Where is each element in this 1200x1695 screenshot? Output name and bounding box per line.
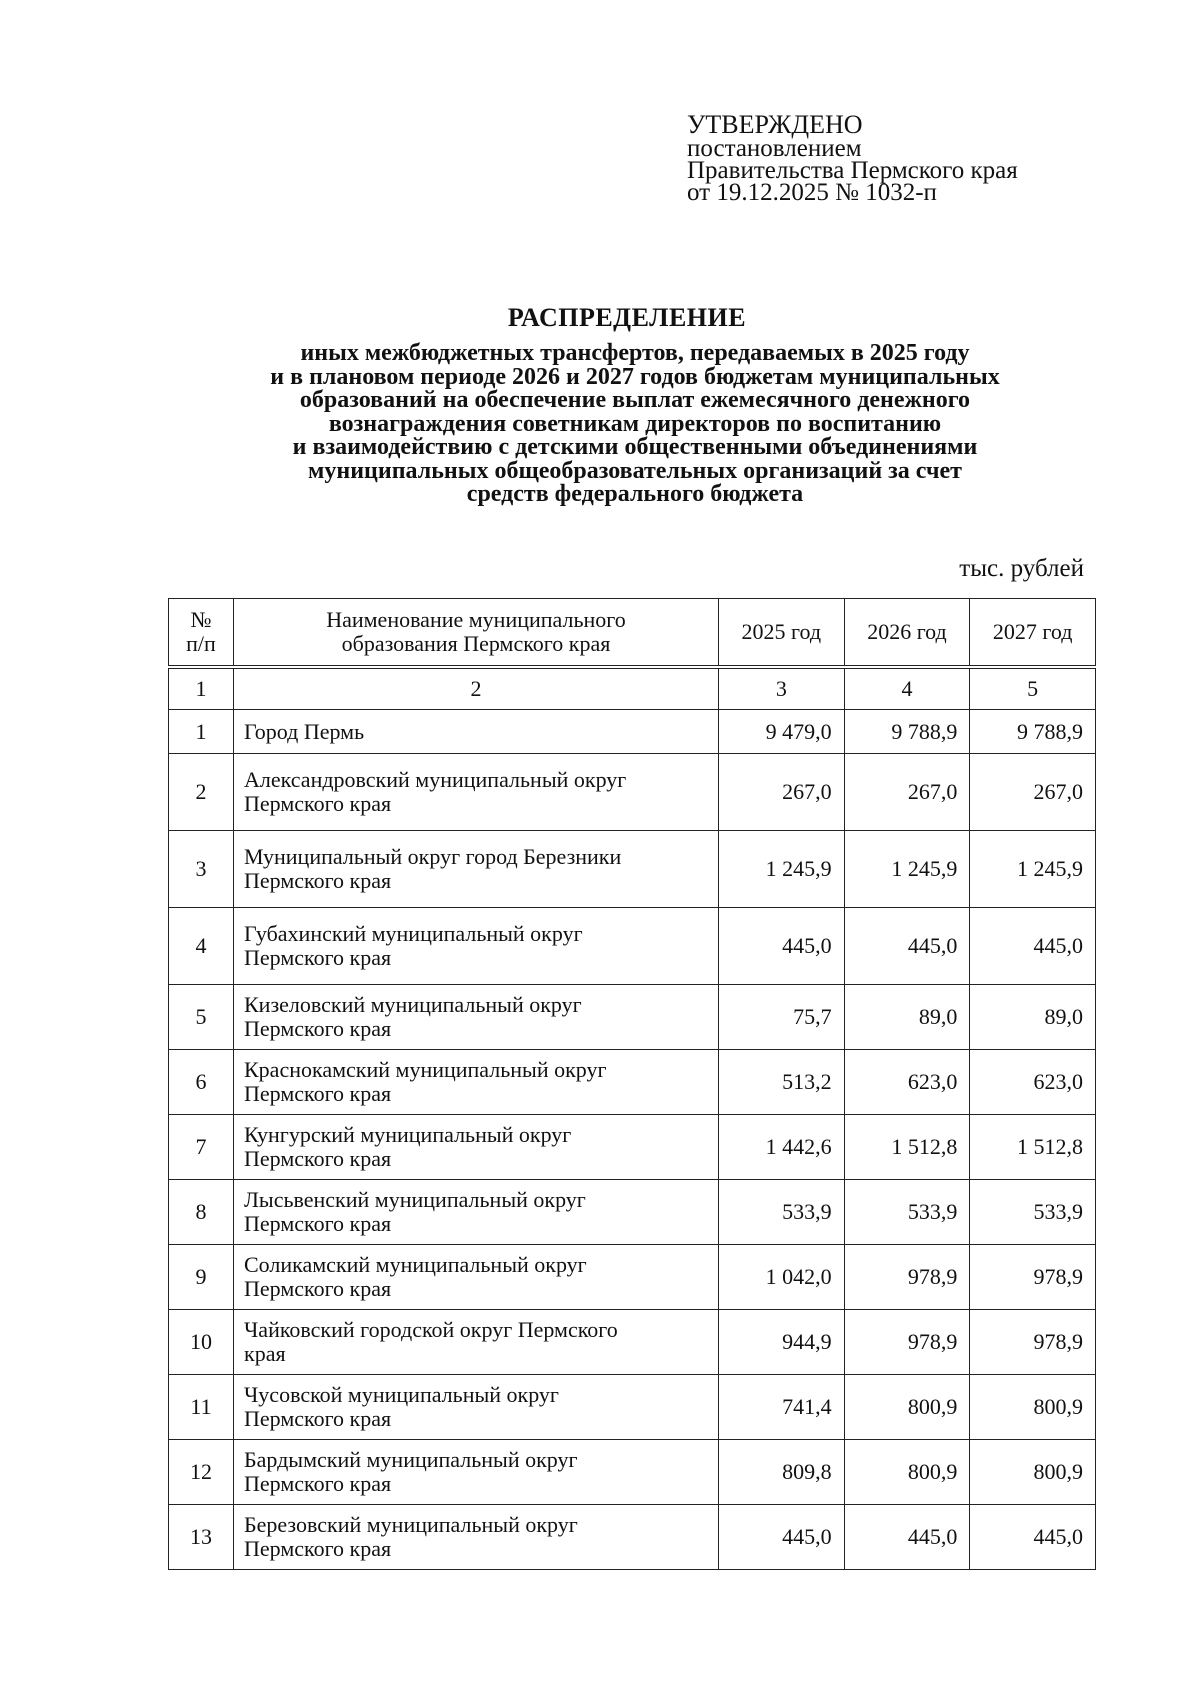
value-2026: 267,0: [844, 754, 970, 831]
subtitle-line: муниципальных общеобразовательных организаций за счет: [308, 457, 962, 484]
table-row: [169, 985, 1096, 1050]
name-line: Березовский муниципальный округ: [244, 1512, 578, 1537]
value-2027: 445,0: [970, 1505, 1096, 1570]
subtitle-line: средств федерального бюджета: [466, 481, 804, 507]
value-2025: 1 442,6: [719, 1115, 845, 1180]
row-number: 5: [169, 985, 234, 1050]
name-line: Пермского края: [244, 1211, 392, 1236]
approval-stamp: [687, 112, 1018, 204]
value-2026: 533,9: [844, 1180, 970, 1245]
municipality-name: [234, 1375, 719, 1440]
header-name-line: Наименование муниципального: [326, 607, 626, 632]
subtitle-line: и в плановом периоде 2026 и 2027 годов бюджетам муниципальных: [270, 363, 1000, 390]
name-line: Губахинский муниципальный округ: [244, 921, 583, 946]
name-line: Чайковский городской округ Пермского: [244, 1317, 618, 1342]
column-index-row: [169, 667, 1096, 710]
value-2025: 75,7: [719, 985, 845, 1050]
municipality-name: [234, 831, 719, 908]
row-number: 1: [169, 710, 234, 754]
column-index: 4: [844, 667, 970, 710]
approval-line-2: Правительства Пермского края: [687, 157, 1018, 184]
approval-line-1: постановлением: [687, 135, 862, 162]
name-line: Лысьвенский муниципальный округ: [244, 1187, 586, 1212]
table-header-row: [169, 599, 1096, 668]
value-2027: 1 512,8: [970, 1115, 1096, 1180]
name-line: Пермского края: [244, 1276, 392, 1301]
row-number: 8: [169, 1180, 234, 1245]
name-line: Пермского края: [244, 1471, 392, 1496]
row-number: 12: [169, 1440, 234, 1505]
subtitle-line: вознаграждения советникам директоров по воспитанию: [328, 410, 942, 437]
value-2027: 978,9: [970, 1245, 1096, 1310]
table-row: [169, 754, 1096, 831]
value-2025: 267,0: [719, 754, 845, 831]
value-2026: 978,9: [844, 1310, 970, 1375]
table-row: [169, 1245, 1096, 1310]
value-2027: 267,0: [970, 754, 1096, 831]
value-2025: 809,8: [719, 1440, 845, 1505]
name-line: Пермского края: [244, 1016, 392, 1041]
value-2026: 89,0: [844, 985, 970, 1050]
name-line: Краснокамский муниципальный округ: [244, 1057, 607, 1082]
value-2025: 513,2: [719, 1050, 845, 1115]
table-row: [169, 1375, 1096, 1440]
name-line: Пермского края: [244, 1406, 392, 1431]
table-row: [169, 1440, 1096, 1505]
municipality-name: [234, 1050, 719, 1115]
column-index: 3: [719, 667, 845, 710]
row-number: 7: [169, 1115, 234, 1180]
value-2027: 445,0: [970, 908, 1096, 985]
header-name-line: образования Пермского края: [341, 631, 611, 656]
value-2027: 800,9: [970, 1440, 1096, 1505]
document-title: РАСПРЕДЕЛЕНИЕ: [507, 303, 747, 332]
municipality-name: [234, 1505, 719, 1570]
value-2025: 1 245,9: [719, 831, 845, 908]
approval-line-3: от 19.12.2025 № 1032-п: [687, 179, 937, 206]
name-line: Пермского края: [244, 791, 392, 816]
header-2025: 2025 год: [719, 599, 845, 668]
table-row: [169, 1050, 1096, 1115]
value-2026: 978,9: [844, 1245, 970, 1310]
column-index: 2: [234, 667, 719, 710]
value-2026: 1 245,9: [844, 831, 970, 908]
value-2026: 623,0: [844, 1050, 970, 1115]
table-row: [169, 908, 1096, 985]
table-row: [169, 1180, 1096, 1245]
value-2025: 1 042,0: [719, 1245, 845, 1310]
value-2025: 445,0: [719, 1505, 845, 1570]
value-2026: 445,0: [844, 908, 970, 985]
row-number: 10: [169, 1310, 234, 1375]
column-index: 5: [970, 667, 1096, 710]
value-2027: 800,9: [970, 1375, 1096, 1440]
table-row: [169, 1310, 1096, 1375]
value-2025: 445,0: [719, 908, 845, 985]
row-number: 13: [169, 1505, 234, 1570]
value-2026: 800,9: [844, 1375, 970, 1440]
name-line: Пермского края: [244, 945, 392, 970]
name-line: края: [244, 1341, 286, 1366]
header-number-line: п/п: [186, 631, 216, 656]
municipality-name: [234, 1310, 719, 1375]
name-line: Кизеловский муниципальный округ: [244, 992, 582, 1017]
units-label: тыс. рублей: [959, 555, 1084, 582]
municipality-name: [234, 710, 719, 754]
name-line: Бардымский муниципальный округ: [244, 1447, 578, 1472]
value-2026: 1 512,8: [844, 1115, 970, 1180]
name-line: Пермского края: [244, 1081, 392, 1106]
value-2026: 800,9: [844, 1440, 970, 1505]
row-number: 6: [169, 1050, 234, 1115]
municipality-name: [234, 985, 719, 1050]
name-line: Кунгурский муниципальный округ: [244, 1122, 572, 1147]
municipality-name: [234, 1180, 719, 1245]
value-2026: 9 788,9: [844, 710, 970, 754]
table-row: [169, 831, 1096, 908]
value-2027: 1 245,9: [970, 831, 1096, 908]
value-2025: 944,9: [719, 1310, 845, 1375]
name-line: Город Пермь: [244, 718, 365, 744]
header-2026: 2026 год: [844, 599, 970, 668]
table-row: [169, 1115, 1096, 1180]
header-name: [234, 599, 719, 668]
value-2027: 978,9: [970, 1310, 1096, 1375]
name-line: Пермского края: [244, 1536, 392, 1561]
value-2025: 533,9: [719, 1180, 845, 1245]
value-2027: 9 788,9: [970, 710, 1096, 754]
value-2027: 533,9: [970, 1180, 1096, 1245]
name-line: Пермского края: [244, 868, 392, 893]
name-line: Александровский муниципальный округ: [244, 767, 627, 792]
value-2026: 445,0: [844, 1505, 970, 1570]
name-line: Пермского края: [244, 1146, 392, 1171]
distribution-table: [168, 598, 1096, 1570]
name-line: Муниципальный округ город Березники: [244, 844, 622, 869]
row-number: 4: [169, 908, 234, 985]
municipality-name: [234, 908, 719, 985]
value-2025: 741,4: [719, 1375, 845, 1440]
name-line: Соликамский муниципальный округ: [244, 1252, 587, 1277]
document-subtitle: [190, 342, 1080, 507]
name-line: Чусовской муниципальный округ: [244, 1382, 559, 1407]
table-row: [169, 710, 1096, 754]
table-row: [169, 1505, 1096, 1570]
column-index: 1: [169, 667, 234, 710]
municipality-name: [234, 1115, 719, 1180]
row-number: 9: [169, 1245, 234, 1310]
header-number: [169, 599, 234, 668]
subtitle-line: образований на обеспечение выплат ежемесячного денежного: [299, 387, 971, 413]
municipality-name: [234, 1245, 719, 1310]
subtitle-line: и взаимодействию с детскими общественными объединениями: [292, 434, 978, 460]
subtitle-line: иных межбюджетных трансфертов, передаваемых в 2025 году: [300, 340, 970, 366]
value-2027: 623,0: [970, 1050, 1096, 1115]
municipality-name: [234, 1440, 719, 1505]
row-number: 2: [169, 754, 234, 831]
approval-heading: УТВЕРЖДЕНО: [687, 110, 863, 139]
row-number: 11: [169, 1375, 234, 1440]
header-2027: 2027 год: [970, 599, 1096, 668]
row-number: 3: [169, 831, 234, 908]
header-number-line: №: [190, 607, 212, 632]
value-2027: 89,0: [970, 985, 1096, 1050]
municipality-name: [234, 754, 719, 831]
value-2025: 9 479,0: [719, 710, 845, 754]
